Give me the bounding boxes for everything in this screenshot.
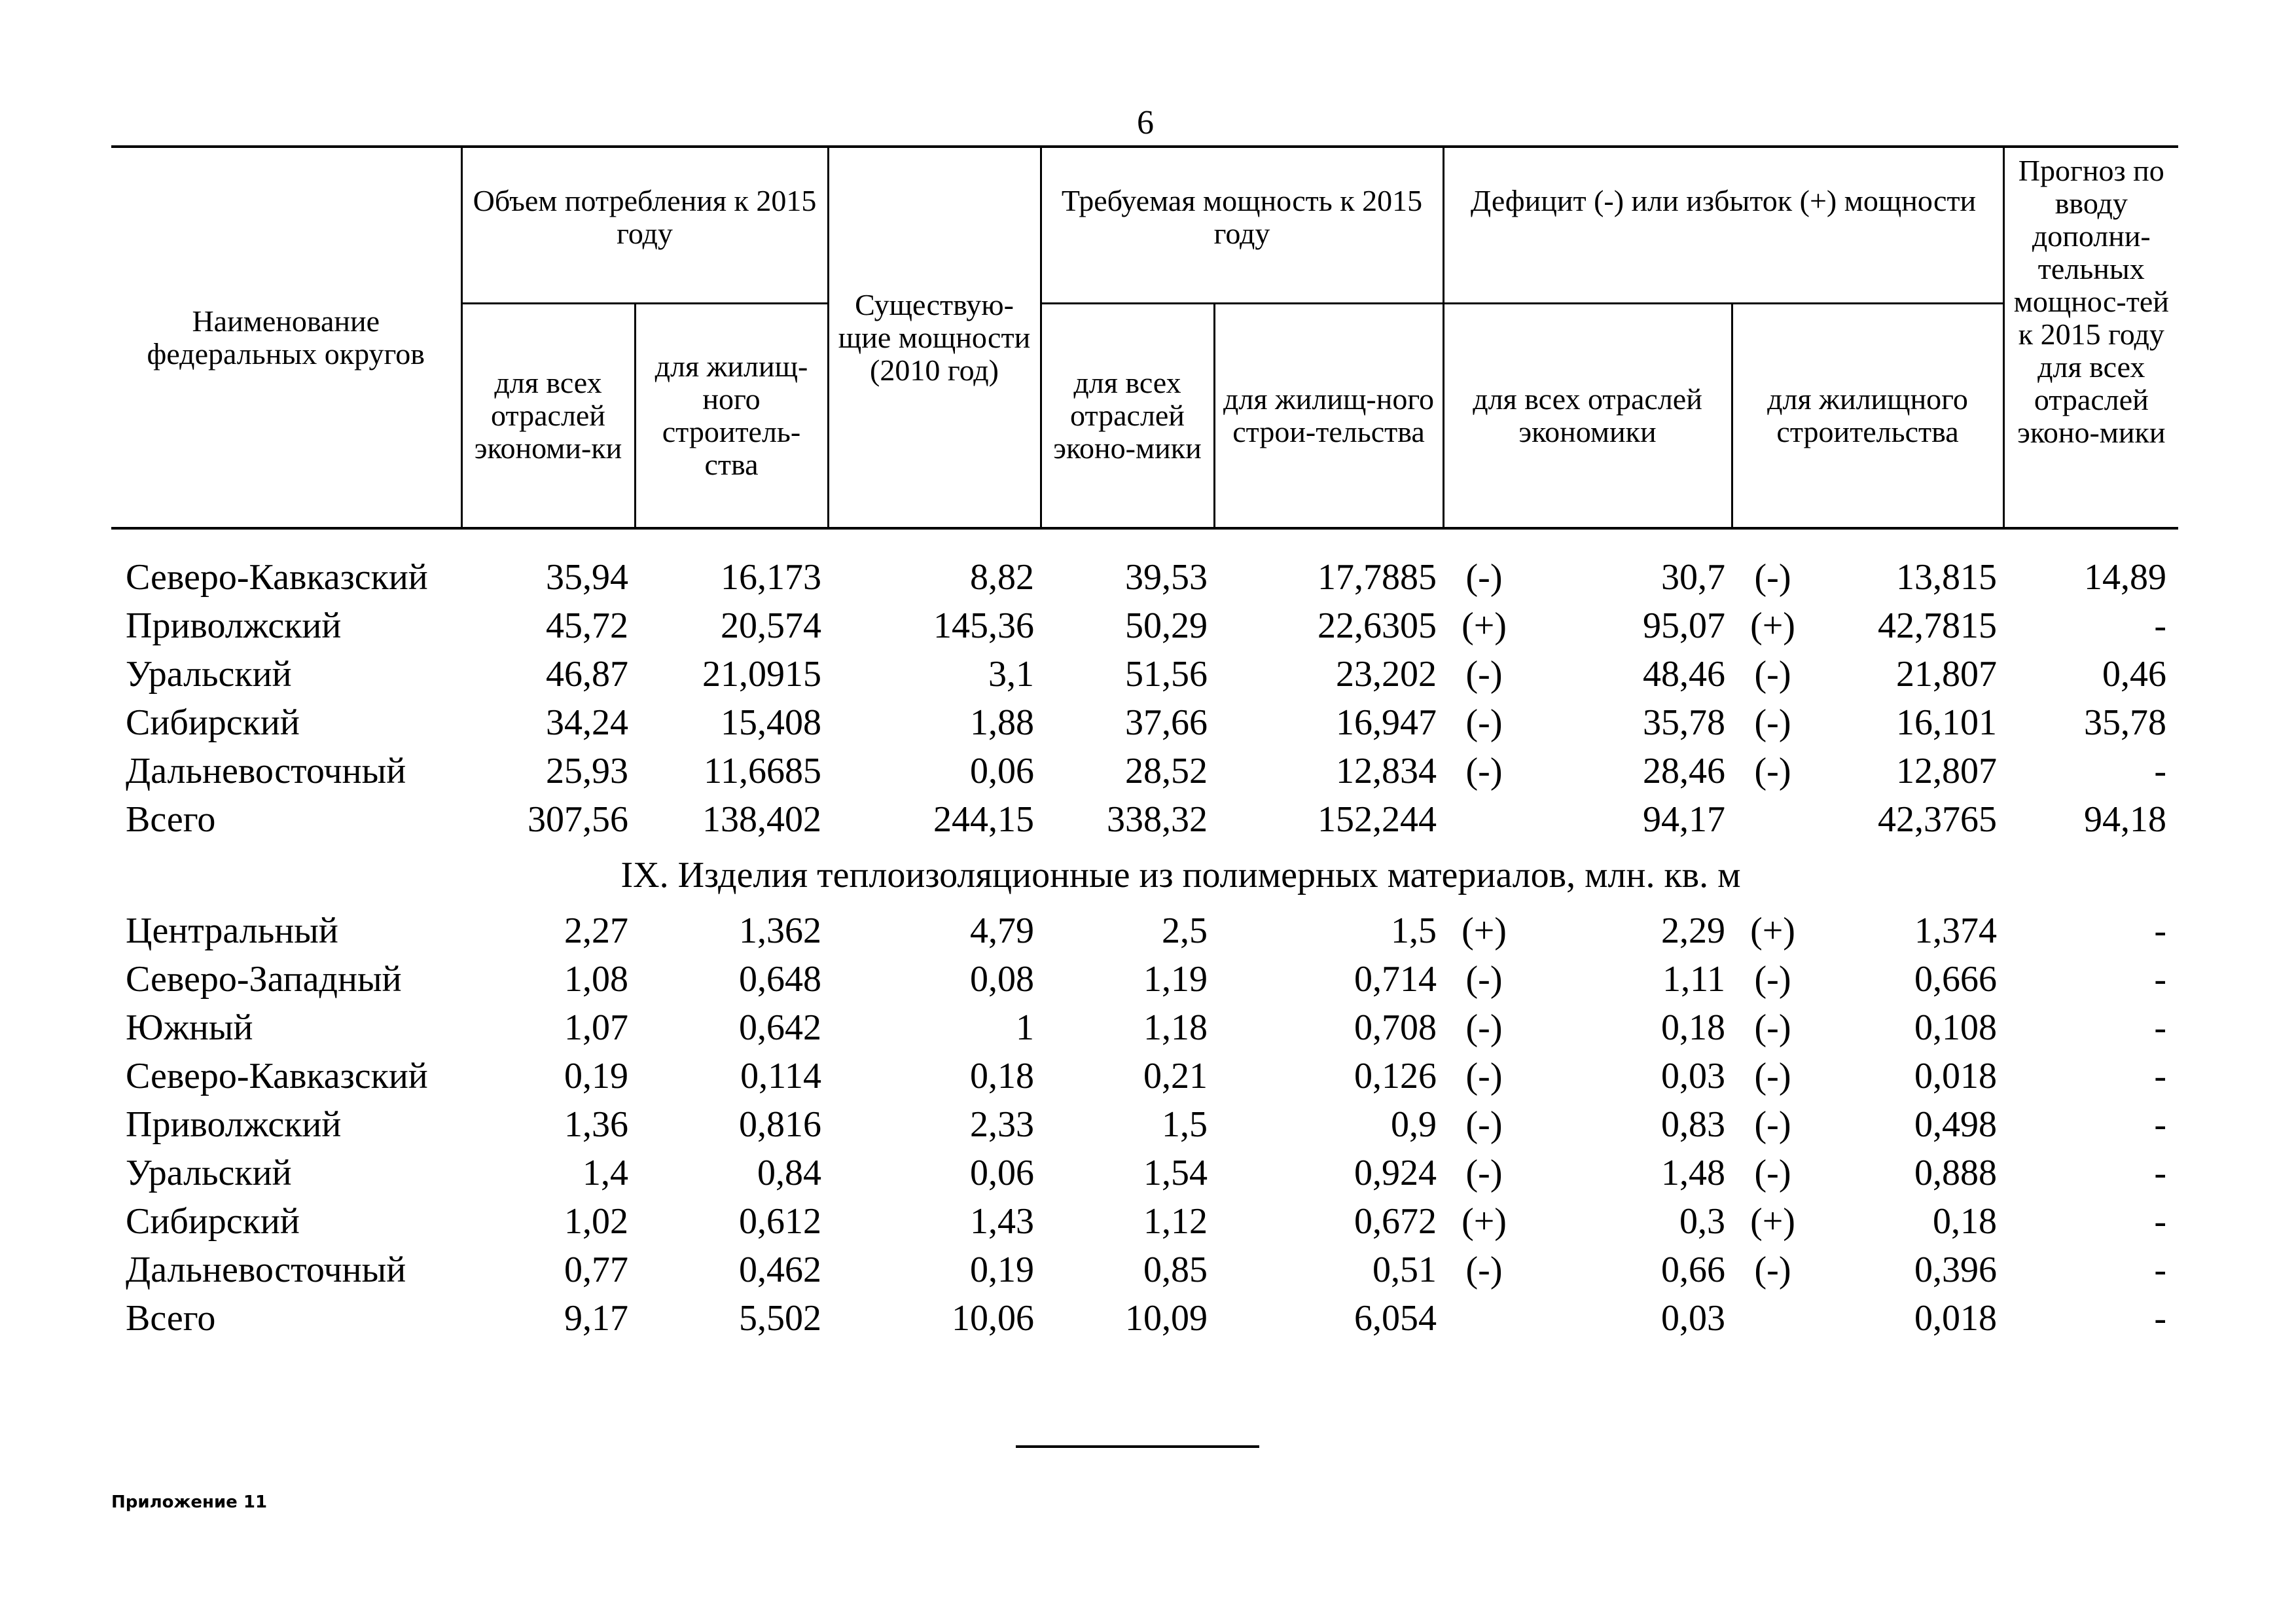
existing-capacity: 0,08 — [970, 959, 1034, 1000]
district-name: Приволжский — [126, 1104, 342, 1145]
existing-capacity: 1,43 — [970, 1201, 1034, 1242]
deficit-housing-value: 12,807 — [1896, 751, 1998, 791]
deficit-housing-sign: (-) — [1754, 1153, 1791, 1193]
deficit-all-value: 35,78 — [1643, 702, 1726, 743]
district-name: Северо-Кавказский — [126, 557, 428, 598]
forecast-value: - — [2154, 911, 2167, 951]
required-housing: 17,7885 — [1318, 557, 1437, 598]
district-name: Уральский — [126, 1153, 292, 1193]
deficit-housing-value: 21,807 — [1896, 654, 1998, 695]
required-all: 2,5 — [1162, 911, 1208, 951]
consumption-all: 1,36 — [564, 1104, 628, 1145]
header-deficit-all: для всех отраслей экономики — [1443, 304, 1732, 529]
consumption-housing: 11,6685 — [704, 751, 821, 791]
consumption-all: 34,24 — [546, 702, 628, 743]
table-row — [111, 795, 2178, 844]
consumption-all: 35,94 — [546, 557, 628, 598]
deficit-housing-value: 0,666 — [1914, 959, 1998, 1000]
deficit-housing-sign: (-) — [1754, 1056, 1791, 1096]
required-housing: 0,708 — [1354, 1007, 1437, 1048]
district-name: Всего — [126, 1298, 216, 1339]
table-row — [111, 1294, 2178, 1343]
deficit-all-value: 94,17 — [1643, 799, 1726, 840]
header-district-name: Наименование федеральных округов — [111, 147, 461, 528]
deficit-all-value: 48,46 — [1643, 654, 1726, 695]
consumption-housing: 0,816 — [739, 1104, 821, 1145]
district-name: Сибирский — [126, 1201, 300, 1242]
deficit-all-sign: (-) — [1465, 1250, 1503, 1290]
deficit-all-value: 28,46 — [1643, 751, 1726, 791]
page-number: 6 — [1137, 104, 1154, 141]
deficit-all-sign: (-) — [1465, 1056, 1503, 1096]
deficit-all-sign: (-) — [1465, 1153, 1503, 1193]
forecast-value: - — [2154, 1007, 2167, 1048]
required-all: 37,66 — [1125, 702, 1208, 743]
consumption-housing: 16,173 — [721, 557, 821, 598]
deficit-all-value: 0,3 — [1679, 1201, 1726, 1242]
table-row — [111, 553, 2178, 602]
forecast-value: - — [2154, 605, 2167, 646]
consumption-all: 1,07 — [564, 1007, 628, 1048]
table-row — [111, 747, 2178, 795]
deficit-housing-value: 0,018 — [1914, 1298, 1998, 1339]
deficit-housing-value: 13,815 — [1896, 557, 1998, 598]
forecast-value: 14,89 — [2084, 557, 2167, 598]
capacity-table — [111, 145, 2178, 1343]
deficit-housing-sign: (-) — [1754, 751, 1791, 791]
deficit-housing-sign: (-) — [1754, 1007, 1791, 1048]
deficit-housing-value: 0,018 — [1914, 1056, 1998, 1096]
section-title-row — [111, 844, 2178, 907]
deficit-housing-value: 0,888 — [1914, 1153, 1998, 1193]
deficit-all-sign: (-) — [1465, 654, 1503, 695]
table-row — [111, 955, 2178, 1003]
existing-capacity: 10,06 — [952, 1298, 1034, 1339]
forecast-value: 0,46 — [2102, 654, 2167, 695]
table-row — [111, 602, 2178, 650]
deficit-housing-value: 42,7815 — [1878, 605, 1998, 646]
consumption-all: 25,93 — [546, 751, 628, 791]
required-all: 1,19 — [1143, 959, 1208, 1000]
forecast-value: - — [2154, 1250, 2167, 1290]
table-spacer — [111, 528, 2178, 553]
existing-capacity: 1 — [1016, 1007, 1034, 1048]
district-name: Всего — [126, 799, 216, 840]
deficit-housing-sign: (-) — [1754, 702, 1791, 743]
required-all: 1,5 — [1162, 1104, 1208, 1145]
deficit-housing-value: 0,18 — [1933, 1201, 1998, 1242]
existing-capacity: 3,1 — [988, 654, 1034, 695]
required-housing: 6,054 — [1354, 1298, 1437, 1339]
district-name: Центральный — [126, 911, 338, 951]
deficit-all-value: 0,66 — [1661, 1250, 1726, 1290]
required-housing: 0,51 — [1372, 1250, 1437, 1290]
forecast-value: 94,18 — [2084, 799, 2167, 840]
forecast-value: - — [2154, 959, 2167, 1000]
existing-capacity: 0,18 — [970, 1056, 1034, 1096]
header-required-group: Требуемая мощность к 2015 году — [1041, 147, 1443, 304]
deficit-housing-value: 1,374 — [1914, 911, 1998, 951]
deficit-housing-sign: (-) — [1754, 557, 1791, 598]
consumption-housing: 0,648 — [739, 959, 821, 1000]
header-required-all: для всех отраслей эконо-мики — [1041, 304, 1214, 529]
deficit-all-sign: (+) — [1462, 911, 1507, 951]
district-name: Северо-Западный — [126, 959, 402, 1000]
section-title: IX. Изделия теплоизоляционные из полимерных материалов, млн. кв. м — [620, 855, 1741, 895]
forecast-value: - — [2154, 1298, 2167, 1339]
table-body — [111, 528, 2178, 1343]
deficit-all-sign: (-) — [1465, 959, 1503, 1000]
required-all: 0,85 — [1143, 1250, 1208, 1290]
deficit-all-sign: (+) — [1462, 1201, 1507, 1242]
deficit-all-sign: (-) — [1465, 557, 1503, 598]
consumption-all: 0,77 — [564, 1250, 628, 1290]
existing-capacity: 4,79 — [970, 911, 1034, 951]
consumption-all: 1,02 — [564, 1201, 628, 1242]
deficit-housing-sign: (+) — [1750, 1201, 1795, 1242]
deficit-housing-value: 16,101 — [1896, 702, 1998, 743]
table-header — [111, 147, 2178, 528]
deficit-all-sign: (-) — [1465, 702, 1503, 743]
header-existing-capacity: Существую-щие мощности (2010 год) — [828, 147, 1041, 528]
deficit-all-sign — [1443, 795, 1525, 844]
required-all: 0,21 — [1143, 1056, 1208, 1096]
deficit-all-value: 0,18 — [1661, 1007, 1726, 1048]
required-housing: 0,672 — [1354, 1201, 1437, 1242]
consumption-all: 1,08 — [564, 959, 628, 1000]
existing-capacity: 1,88 — [970, 702, 1034, 743]
deficit-housing-sign: (-) — [1754, 1104, 1791, 1145]
deficit-all-value: 1,48 — [1661, 1153, 1726, 1193]
deficit-all-value: 0,83 — [1661, 1104, 1726, 1145]
deficit-housing-value: 0,498 — [1914, 1104, 1998, 1145]
deficit-all-value: 0,03 — [1661, 1298, 1726, 1339]
required-all: 1,12 — [1143, 1201, 1208, 1242]
table-row — [111, 1149, 2178, 1197]
table-row — [111, 1246, 2178, 1294]
required-all: 51,56 — [1125, 654, 1208, 695]
deficit-housing-sign: (+) — [1750, 605, 1795, 646]
forecast-value: - — [2154, 751, 2167, 791]
existing-capacity: 0,06 — [970, 1153, 1034, 1193]
required-housing: 0,9 — [1391, 1104, 1437, 1145]
consumption-housing: 0,462 — [739, 1250, 821, 1290]
deficit-housing-value: 0,396 — [1914, 1250, 1998, 1290]
deficit-housing-sign — [1732, 1294, 1814, 1343]
deficit-housing-sign — [1732, 795, 1814, 844]
district-name: Приволжский — [126, 605, 342, 646]
consumption-all: 0,19 — [564, 1056, 628, 1096]
required-housing: 0,714 — [1354, 959, 1437, 1000]
header-forecast: Прогноз по вводу дополни-тельных мощнос-тей к 2015 году для всех отраслей эконо-мики — [2003, 147, 2178, 528]
deficit-housing-sign: (-) — [1754, 1250, 1791, 1290]
consumption-housing: 15,408 — [721, 702, 821, 743]
existing-capacity: 145,36 — [933, 605, 1034, 646]
footer-label: Приложение 11 — [111, 1492, 268, 1512]
table-row — [111, 1003, 2178, 1052]
consumption-housing: 21,0915 — [702, 654, 821, 695]
consumption-housing: 20,574 — [721, 605, 821, 646]
table-row — [111, 698, 2178, 747]
consumption-housing: 0,114 — [740, 1056, 821, 1096]
deficit-all-sign: (-) — [1465, 1007, 1503, 1048]
deficit-all-value: 2,29 — [1661, 911, 1726, 951]
forecast-value: - — [2154, 1201, 2167, 1242]
forecast-value: - — [2154, 1153, 2167, 1193]
required-housing: 12,834 — [1336, 751, 1437, 791]
existing-capacity: 244,15 — [933, 799, 1034, 840]
required-housing: 16,947 — [1336, 702, 1437, 743]
deficit-all-value: 0,03 — [1661, 1056, 1726, 1096]
required-housing: 0,126 — [1354, 1056, 1437, 1096]
deficit-all-sign — [1443, 1294, 1525, 1343]
deficit-housing-sign: (+) — [1750, 911, 1795, 951]
required-all: 1,54 — [1143, 1153, 1208, 1193]
district-name: Дальневосточный — [126, 751, 406, 791]
deficit-all-sign: (+) — [1462, 605, 1507, 646]
deficit-all-value: 1,11 — [1662, 959, 1726, 1000]
table-row — [111, 1100, 2178, 1149]
footnote-rule — [1016, 1445, 1259, 1448]
consumption-housing: 0,642 — [739, 1007, 821, 1048]
consumption-housing: 1,362 — [739, 911, 821, 951]
consumption-housing: 0,84 — [757, 1153, 821, 1193]
district-name: Уральский — [126, 654, 292, 695]
existing-capacity: 8,82 — [970, 557, 1034, 598]
forecast-value: 35,78 — [2084, 702, 2167, 743]
required-all: 338,32 — [1107, 799, 1208, 840]
existing-capacity: 2,33 — [970, 1104, 1034, 1145]
required-all: 10,09 — [1125, 1298, 1208, 1339]
header-deficit-group: Дефицит (-) или избыток (+) мощности — [1443, 147, 2003, 304]
deficit-housing-value: 42,3765 — [1878, 799, 1998, 840]
required-housing: 0,924 — [1354, 1153, 1437, 1193]
required-all: 50,29 — [1125, 605, 1208, 646]
consumption-all: 1,4 — [583, 1153, 628, 1193]
deficit-all-value: 95,07 — [1643, 605, 1726, 646]
header-consumption-all: для всех отраслей экономи-ки — [461, 304, 635, 529]
consumption-all: 45,72 — [546, 605, 628, 646]
existing-capacity: 0,06 — [970, 751, 1034, 791]
district-name: Северо-Кавказский — [126, 1056, 428, 1096]
required-housing: 1,5 — [1391, 911, 1437, 951]
table-row — [111, 907, 2178, 955]
required-housing: 23,202 — [1336, 654, 1437, 695]
deficit-all-value: 30,7 — [1661, 557, 1726, 598]
table-row — [111, 650, 2178, 698]
table-row — [111, 1197, 2178, 1246]
deficit-housing-sign: (-) — [1754, 959, 1791, 1000]
deficit-housing-value: 0,108 — [1914, 1007, 1998, 1048]
required-housing: 152,244 — [1318, 799, 1437, 840]
required-all: 39,53 — [1125, 557, 1208, 598]
deficit-all-sign: (-) — [1465, 751, 1503, 791]
deficit-housing-sign: (-) — [1754, 654, 1791, 695]
consumption-all: 2,27 — [564, 911, 628, 951]
consumption-all: 46,87 — [546, 654, 628, 695]
consumption-all: 307,56 — [528, 799, 628, 840]
consumption-housing: 5,502 — [739, 1298, 821, 1339]
deficit-all-sign: (-) — [1465, 1104, 1503, 1145]
required-all: 28,52 — [1125, 751, 1208, 791]
existing-capacity: 0,19 — [970, 1250, 1034, 1290]
header-required-housing: для жилищ-ного строи-тельства — [1214, 304, 1443, 529]
required-all: 1,18 — [1143, 1007, 1208, 1048]
consumption-housing: 0,612 — [739, 1201, 821, 1242]
required-housing: 22,6305 — [1318, 605, 1437, 646]
consumption-housing: 138,402 — [702, 799, 821, 840]
district-name: Сибирский — [126, 702, 300, 743]
header-deficit-housing: для жилищного строительства — [1732, 304, 2003, 529]
header-consumption-group: Объем потребления к 2015 году — [461, 147, 828, 304]
forecast-value: - — [2154, 1104, 2167, 1145]
header-consumption-housing: для жилищ-ного строитель-ства — [635, 304, 828, 529]
table-row — [111, 1052, 2178, 1100]
district-name: Дальневосточный — [126, 1250, 406, 1290]
forecast-value: - — [2154, 1056, 2167, 1096]
consumption-all: 9,17 — [564, 1298, 628, 1339]
district-name: Южный — [126, 1007, 253, 1048]
